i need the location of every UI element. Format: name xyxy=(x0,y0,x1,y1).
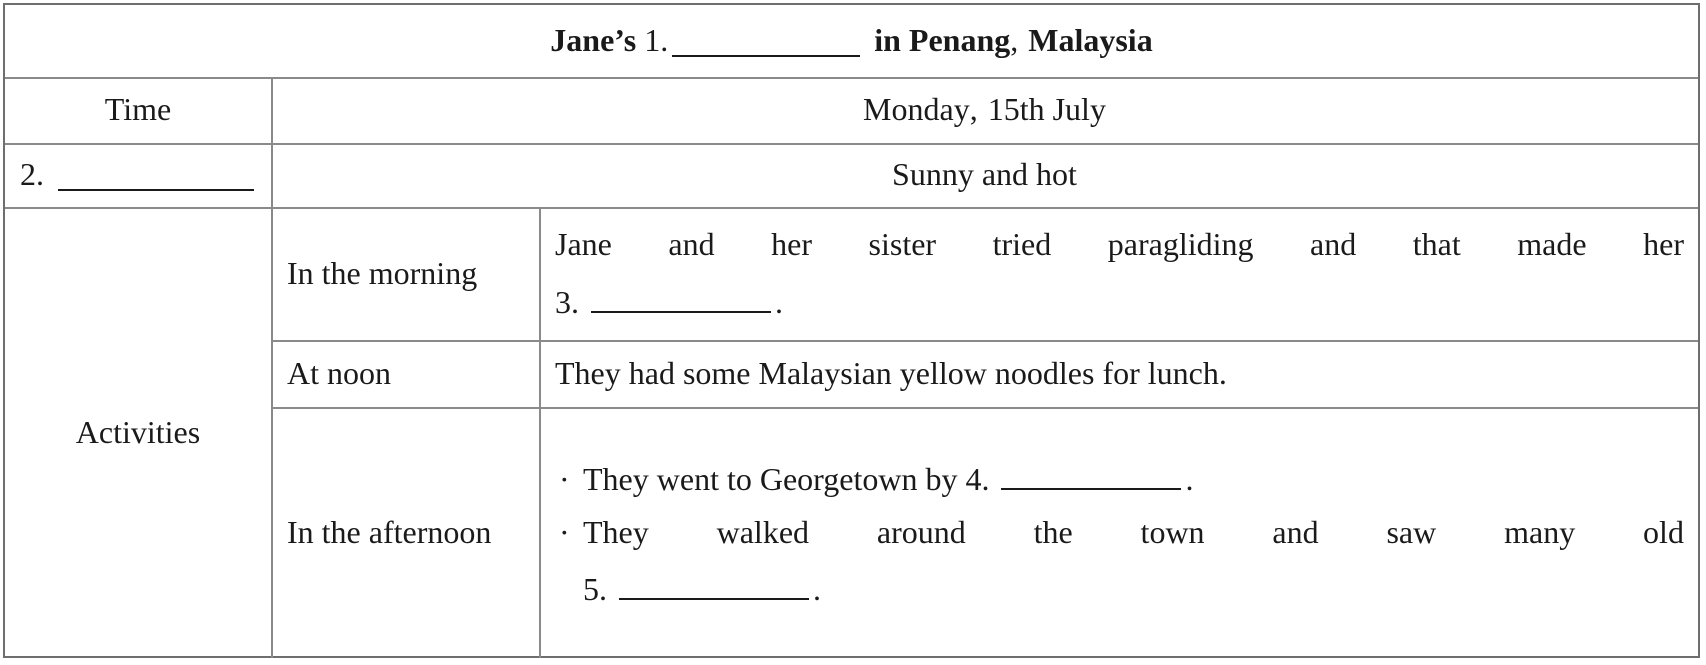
afternoon-item-2-line-2: 5. . xyxy=(559,568,1684,607)
afternoon-item-2-line-1: They walked around the town and saw many old xyxy=(583,513,1684,550)
weather-value: Sunny and hot xyxy=(892,156,1077,193)
noon-text: They had some Malaysian yellow noodles for lunch. xyxy=(555,354,1227,391)
time-date: 15th July xyxy=(987,91,1106,128)
morning-line-1: Jane and her sister tried paragliding and that made her xyxy=(555,226,1684,263)
afternoon-blank-number-5: 5. xyxy=(583,571,607,608)
morning-line-2: 3. . xyxy=(555,281,1684,320)
bullet-mark: · xyxy=(559,460,570,497)
title-country: Malaysia xyxy=(1028,22,1153,59)
divider xyxy=(539,207,541,658)
afternoon-blank-number-4: 4. xyxy=(965,460,990,497)
afternoon-text xyxy=(539,407,1698,658)
morning-label: In the morning xyxy=(287,254,478,291)
answer-blank-4[interactable] xyxy=(1001,458,1181,490)
divider xyxy=(271,77,273,658)
title-prefix: Jane’s xyxy=(550,22,637,59)
time-value xyxy=(271,77,1698,143)
afternoon-label: In the afternoon xyxy=(287,513,492,550)
afternoon-item-1: · They went to Georgetown by 4. . xyxy=(559,458,1684,497)
divider xyxy=(5,207,1698,209)
title-blank-number: 1. xyxy=(644,22,669,59)
divider xyxy=(271,407,1698,409)
divider xyxy=(5,77,1698,79)
bullet-mark: · xyxy=(559,513,570,550)
morning-blank-number: 3. xyxy=(555,283,579,320)
noon-label: At noon xyxy=(287,354,391,391)
time-comma: , xyxy=(969,91,978,128)
time-label: Time xyxy=(104,91,172,128)
title-comma: , xyxy=(1010,22,1019,59)
answer-blank-3[interactable] xyxy=(591,281,771,313)
answer-blank-5[interactable] xyxy=(619,568,809,600)
divider xyxy=(5,143,1698,145)
time-day: Monday xyxy=(863,91,970,128)
activities-label: Activities xyxy=(75,413,201,450)
morning-text xyxy=(539,207,1698,340)
weather-label xyxy=(5,143,271,207)
answer-blank-1[interactable] xyxy=(672,25,860,57)
divider xyxy=(271,340,1698,342)
activity-table xyxy=(3,3,1700,658)
afternoon-item-2 xyxy=(559,515,1684,550)
title-suffix: in Penang xyxy=(874,22,1011,59)
answer-blank-2[interactable] xyxy=(58,159,254,191)
weather-blank-number: 2. xyxy=(20,156,44,193)
table-title xyxy=(5,5,1698,77)
